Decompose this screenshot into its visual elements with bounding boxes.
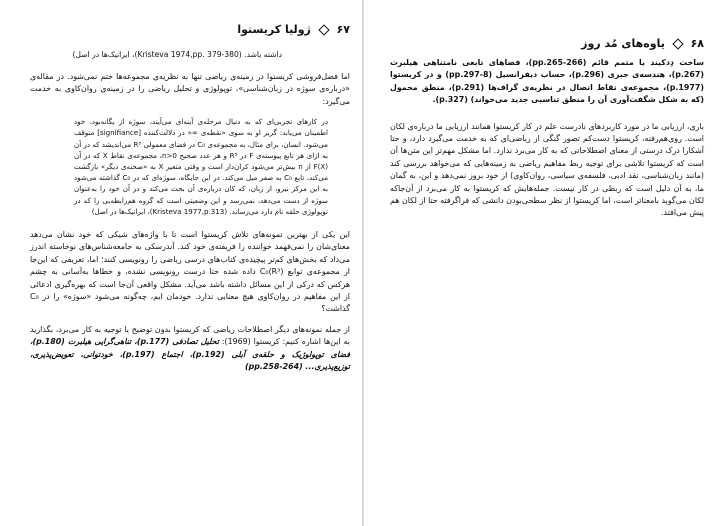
paragraph-3-lead: از جمله نمونه‌های دیگر اصطلاحات ریاضی که کریستوا بدون توضیح یا توجیه به کار می‌برد، بگذارید به این‌ها اشاره کنیم: کریستوا (1969): [30, 324, 350, 347]
right-paragraph-1: ساخت دِدکیند یا متمم قائم (pp.265-266)، فضاهای تابعی نامتناهی هیلبرت (p.267)، هندسه‌ی جبری (p.296)، حساب دیفرانسیل (pp.297-8) و در کریستوا (p.1977)، مجموعه‌ی نقاط اتصال در نظریه‌ی گراف‌ها (p.291)، منطق محمول (که به شکل شگفت‌آوری آن را منطق تناسبی جدید می‌خواند) (p.327). [390, 58, 704, 105]
left-page [0, 0, 362, 526]
left-header-title: ژولیا کریستوا [237, 23, 311, 36]
diamond-icon [318, 24, 329, 35]
right-page [364, 0, 726, 526]
top-citation: داشته باشد. (Kristeva 1974,pp. 379-380)، ایرانیک‌ها در اصل) [72, 50, 282, 59]
right-paragraph-2: باری، ارزیابی ما در مورد کاربردهای نادرست علم در کار کریستوا همانند ارزیابی ما درباره‌ی لکان است. روی‌هم‌رفته، کریستوا دست‌کم تصور گنگی از ریاضی‌ای که به خدمت می‌گیرد دارد، و حتا آشکارا درک درستی از معنای اصطلاحاتی که به کار می‌برد ندارد. اما مشکل مهم‌تر این متن‌ها آن است که کریستوا تلاشی برای توجیه ربط مفاهیم ریاضی به زمینه‌هایی که می‌خواهد بررسی کند (مانند زبان‌شناسی، نقد ادبی، فلسفه‌ی سیاسی، روان‌کاوی) از خود بروز نمی‌دهد و این، به گمان ما، به آن دلیل است که ربطی در کار نیست. جمله‌هایش که کریستوا به کار می‌برد از آن‌جاکه لکان می‌گوید بامعناتر است، اما کریستوا از نظر سطحی‌بودن دانشی که فراگرفته حتا از لکان هم پیش می‌افتد. [390, 121, 704, 218]
left-paragraph-3 [30, 324, 350, 374]
right-running-header [390, 36, 704, 51]
block-quote: در کارهای تجربی‌ای که به دنبال مرحله‌ی آینه‌ای می‌آیند، سوژه از یگانه‌بود، خود اطمینان می‌یابد: گریز او به سوی «نقطه‌ی ∞» در دلالت‌کننده [signifiance] متوقف می‌شود. انسان، برای مثال، به مجموعه‌ی C₀ در فضای معمولی R³ می‌اندیشد که در آن به ازای هر تابع پیوسته‌ی F در R³ و هر عدد صحیح n>0، مجموعه‌ی نقاط X که در آن F(X) از n بیش‌تر می‌شود کران‌دار است و وقتی متغیر X به «صحنه‌ی دیگر» بازگشت می‌کند، تابع C₀ به صفر میل می‌کند. در این جایگاه، سوژه‌ای که در C₀ گذاشته می‌شود به این مرکز نیرو، از زبان، که کان درباره‌ی آن بحث می‌کند و در آن خود را به‌عنوان سوژه از دست می‌دهد، نمی‌رسد و این وضعیتی است که گروه هم‌رابطه‌یی را که در توپولوژی حلقه نام دارد می‌رساند. (Kristeva 1977,p.313)، ایرانیک‌ها در اصل) [74, 117, 329, 216]
right-header-title: یاوه‌های مُد روز [581, 37, 665, 50]
left-running-header [30, 22, 350, 37]
left-page-number: ۶۷ [336, 23, 350, 36]
diamond-icon [672, 38, 683, 49]
left-paragraph-1: اما فضل‌فروشی کریستوا در زمینه‌ی ریاضی تنها به نظریه‌ی مجموعه‌ها ختم نمی‌شود. در مقاله‌ی «درباره‌ی سوژه در زبان‌شناسی»، توپولوژی و تحلیل ریاضی را در زمینه‌ی روان‌کاوی به خدمت می‌گیرد: [30, 72, 350, 106]
math-terms-list: تحلیل تصادفی (p.177)، تناهی‌گرایی هیلبرت (p.180)، فضای توپولوژیک و حلقه‌ی آبلی (p.192)، اجتماع (p.197)، خودتوانی، تعویض‌پذیری، توزیع‌پذیری... (pp.258-264) [30, 337, 350, 372]
right-page-number: ۶۸ [690, 37, 704, 50]
left-paragraph-2: این یکی از بهترین نمونه‌های تلاش کریستوا است تا با واژه‌های شیکی که خود نشان می‌دهد معنای‌شان را نمی‌فهمد خواننده را فریفته‌ی خود کند. آندرسکی به جامعه‌شناس‌های نوخاسته اندرز می‌داد که بخش‌های کم‌تر پیچیده‌ی کتاب‌های درسی ریاضی را رونویسی کنند؛ اما، تعریفی که این‌جا از مجموعه‌ی توابع C₀(R³) داده شده حتا درست رونویسی نشده، و خطاها به‌آسانی به چشم هرکس که درکی از این مسائل داشته باشد می‌آید. مشکل واقعی آن‌جا است که بهره‌گیری ادعائی از این مفاهیم در روان‌کاوی هیچ معنایی ندارد. خودمان ایم، چه‌گونه می‌شود «سوژه» را در C₀ گذاشت؟ [30, 230, 351, 314]
